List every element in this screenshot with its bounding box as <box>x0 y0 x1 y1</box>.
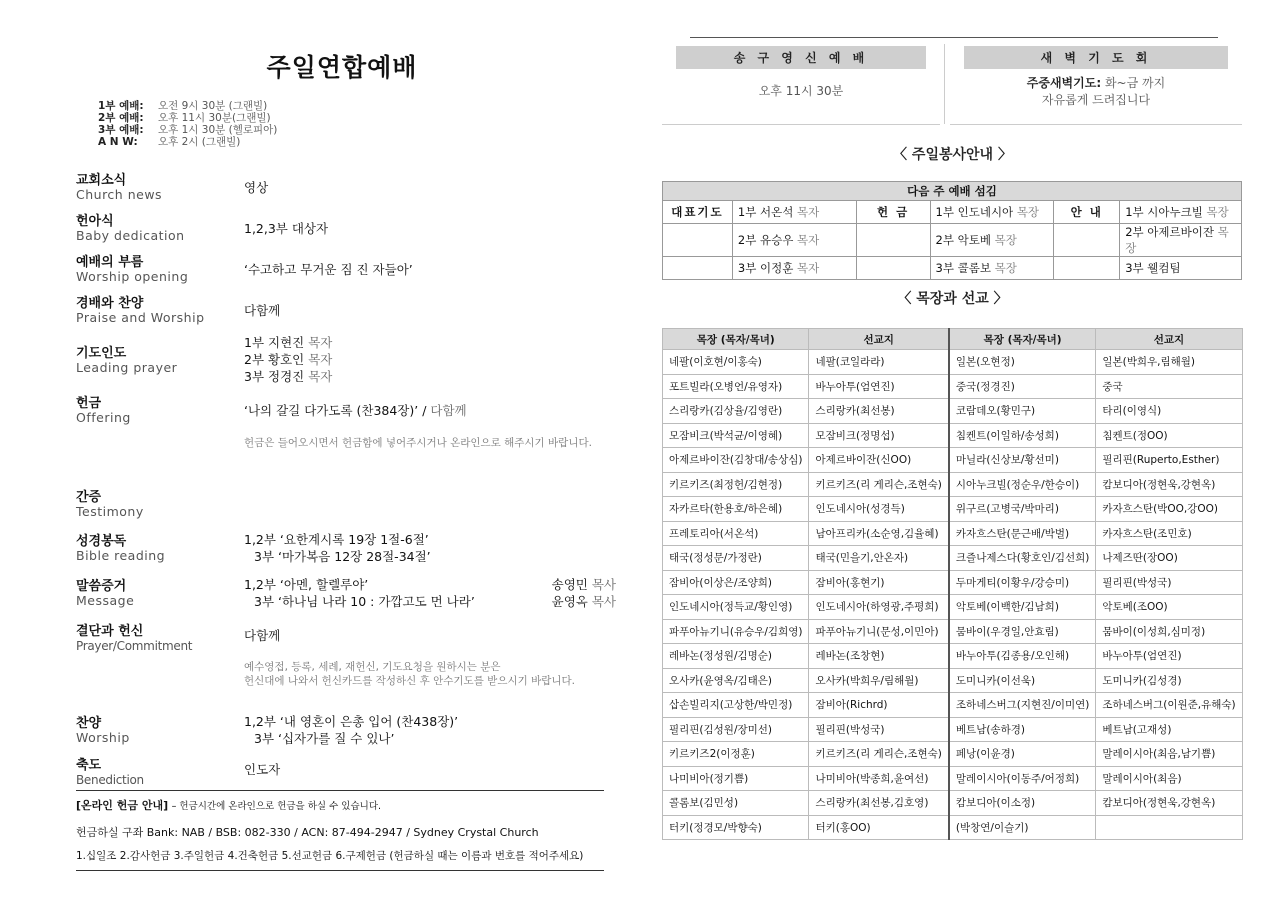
cell-mission: 악토베(조OO) <box>1096 595 1242 620</box>
cell-group: 바누아투(김종용/오인해) <box>949 644 1096 669</box>
table-row <box>663 521 1243 546</box>
table-row <box>663 742 1243 767</box>
cell-group: 프레토리아(서온석) <box>663 521 809 546</box>
cell-group: 크즐나제스다(황호인/김선희) <box>949 546 1096 571</box>
table-row <box>663 791 1243 816</box>
cell-mission: 말레이시아(최음,남기쁨) <box>1096 742 1242 767</box>
message-speakers: 송영민 목사 윤영옥 목사 <box>551 577 616 609</box>
cell-mission: 스리랑카(최선봉,김호영) <box>809 791 949 816</box>
cell-mission: 파푸아뉴기니(문성,이민아) <box>809 619 949 644</box>
cell-group: 페낭(이윤경) <box>949 742 1096 767</box>
cell-group: 잠비아(이상은/조양희) <box>663 570 809 595</box>
cell-mission: 태국(민을기,안온자) <box>809 546 949 571</box>
baby-dedication-section: 헌아식 Baby dedication 1,2,3부 대상자 <box>76 214 329 243</box>
cell-group: 두마게티(이황우/강승미) <box>949 570 1096 595</box>
commitment-note: 예수영접, 등록, 세례, 재헌신, 기도요청을 원하시는 분은 헌신대에 나와서 헌신카드를 작성하신 후 안수기도를 받으시기 바랍니다. <box>244 661 575 687</box>
mission-table <box>662 328 1243 840</box>
bank-account: 헌금하실 구좌 Bank: NAB / BSB: 082-330 / ACN: 87-494-2947 / Sydney Crystal Church <box>76 826 539 839</box>
cell-mission: 아제르바이잔(신OO) <box>809 448 949 473</box>
cell-mission: 말레이시아(최음) <box>1096 766 1242 791</box>
service-schedule-table <box>662 181 1242 280</box>
cell-mission: 캄보디아(정현욱,강현옥) <box>1096 472 1242 497</box>
cell-group: 삽손빌리지(고상한/박민정) <box>663 693 809 718</box>
table-row <box>663 644 1243 669</box>
cell-group: 침켄트(이일하/송성희) <box>949 423 1096 448</box>
table-row <box>663 595 1243 620</box>
cell-mission: 터키(홍OO) <box>809 815 949 840</box>
cell-mission <box>1096 815 1242 840</box>
cell-group: 아제르바이잔(김창대/송상심) <box>663 448 809 473</box>
cell-group: 시아누크빌(정순우/한승이) <box>949 472 1096 497</box>
table-row <box>663 693 1243 718</box>
cell-mission: 중국 <box>1096 374 1242 399</box>
table-row <box>663 546 1243 571</box>
church-news-section: 교회소식 Church news 영상 <box>76 173 269 202</box>
divider <box>76 870 604 871</box>
cell-group: 마닐라(신상보/황선미) <box>949 448 1096 473</box>
cell-mission: 뭄바이(이성희,심미정) <box>1096 619 1242 644</box>
cell-group: 스리랑카(김상율/김영란) <box>663 399 809 424</box>
table-row <box>663 815 1243 840</box>
cell-mission: 바누아투(엄연진) <box>1096 644 1242 669</box>
table-row <box>663 399 1243 424</box>
cell-mission: 도미니카(김성경) <box>1096 668 1242 693</box>
cell-group: 네팔(이호현/이홍숙) <box>663 350 809 375</box>
benediction-section: 축도 Benediction 인도자 <box>76 758 281 787</box>
online-offering-notice: [온라인 헌금 안내] – 헌금시간에 온라인으로 헌금을 하실 수 있습니다. <box>76 799 382 812</box>
cell-mission: 나미비아(박종희,윤여선) <box>809 766 949 791</box>
message-section: 말씀증거 Message 1,2부 ‘아멘, 할렐루야’ 3부 ‘하나님 나라 10 : 가깝고도 먼 나라’ 송영민 목사 윤영옥 목사 <box>76 577 616 609</box>
cell-group: 악토베(이백한/김남희) <box>949 595 1096 620</box>
service-times <box>98 100 277 148</box>
cell-group: 조하네스버그(지현진/이미연) <box>949 693 1096 718</box>
cell-mission: 인도네시아(하영광,주평희) <box>809 595 949 620</box>
table-row: 대표기도 1부 서온석 목자 헌 금 1부 인도네시아 목장 안 내 1부 시아누크빌 목장 <box>663 201 1242 224</box>
cell-group: 파푸아뉴기니(유승우/김희영) <box>663 619 809 644</box>
cell-group: 말레이시아(이동주/어정희) <box>949 766 1096 791</box>
service-time-row: 2부 예배: 오후 11시 30분(그랜빌) <box>98 112 271 124</box>
cell-group: 베트남(송하경) <box>949 717 1096 742</box>
divider <box>944 44 945 124</box>
service-caption: 다음 주 예배 섬김 <box>663 182 1242 201</box>
announcements-page <box>660 40 1245 880</box>
cell-group: (박창연/이슬기) <box>949 815 1096 840</box>
divider <box>690 37 1218 38</box>
offering-types: 1.십일조 2.감사헌금 3.주일헌금 4.건축헌금 5.선교헌금 6.구제헌금 (헌금하실 때는 이름과 번호를 적어주세요) <box>76 850 584 862</box>
cell-group: 자카르타(한용호/하은혜) <box>663 497 809 522</box>
commitment-section: 결단과 헌신 Prayer/Commitment 다함께 예수영접, 등록, 세례, 재헌신, 기도요청을 원하시는 분은 헌신대에 나와서 헌신카드를 작성하신 후 안수기도를 받으시기 바랍니다. <box>76 624 575 687</box>
table-row <box>663 374 1243 399</box>
cell-mission: 베트남(고재성) <box>1096 717 1242 742</box>
dawn-prayer-box: 새 벽 기 도 회 주중새벽기도: 화~금 까지 자유롭게 드려집니다 <box>950 44 1242 125</box>
cell-mission: 레바논(조창현) <box>809 644 949 669</box>
cell-mission: 키르키즈(리 게리슨,조현숙) <box>809 742 949 767</box>
table-row <box>663 570 1243 595</box>
worship-order-page <box>62 40 622 880</box>
service-time-row: A N W: 오후 2시 (그랜빌) <box>98 136 241 148</box>
cell-group: 키르키즈2(이정훈) <box>663 742 809 767</box>
cell-mission: 잠비아(Richrd) <box>809 693 949 718</box>
cell-group: 포트빌라(오병언/유영자) <box>663 374 809 399</box>
cell-group: 일본(오현정) <box>949 350 1096 375</box>
cell-group: 중국(정경진) <box>949 374 1096 399</box>
cell-group: 나미비아(정기쁨) <box>663 766 809 791</box>
cell-mission: 캄보디아(정현욱,강현옥) <box>1096 791 1242 816</box>
cell-group: 키르키즈(최정헌/김현정) <box>663 472 809 497</box>
cell-group: 코람데오(황민구) <box>949 399 1096 424</box>
table-row <box>663 350 1243 375</box>
cell-mission: 오사카(박희우/림해월) <box>809 668 949 693</box>
leading-prayer-section: 기도인도 Leading prayer 1부 지현진 목자 2부 황호인 목자 3부 정경진 목자 <box>76 335 333 384</box>
cell-group: 오사카(윤영옥/김태은) <box>663 668 809 693</box>
table-row <box>663 448 1243 473</box>
cell-mission: 필리핀(박성국) <box>809 717 949 742</box>
cell-mission: 네팔(코일라라) <box>809 350 949 375</box>
cell-mission: 스리랑카(최선봉) <box>809 399 949 424</box>
table-row <box>663 717 1243 742</box>
cell-mission: 인도네시아(성경득) <box>809 497 949 522</box>
cell-mission: 필리핀(박성국) <box>1096 570 1242 595</box>
table-row <box>663 472 1243 497</box>
cell-mission: 필리핀(Ruperto,Esther) <box>1096 448 1242 473</box>
cell-mission: 바누아투(엄연진) <box>809 374 949 399</box>
testimony-section: 간증 Testimony <box>76 490 144 519</box>
cell-mission: 타리(이영식) <box>1096 399 1242 424</box>
cell-mission: 카자흐스탄(조민호) <box>1096 521 1242 546</box>
bible-reading-section: 성경봉독 Bible reading 1,2부 ‘요한계시록 19장 1절-6절’ 3부 ‘마가복음 12장 28절-34절’ <box>76 532 431 564</box>
service-time-row: 1부 예배: 오전 9시 30분 (그랜빌) <box>98 100 268 112</box>
prayer-leaders: 1부 지현진 목자 2부 황호인 목자 3부 정경진 목자 <box>244 335 333 384</box>
cell-mission: 일본(박희우,림해월) <box>1096 350 1242 375</box>
table-row <box>663 766 1243 791</box>
cell-group: 카자흐스탄(문근배/박벌) <box>949 521 1096 546</box>
table-row <box>663 497 1243 522</box>
worship-opening-section: 예배의 부름 Worship opening ‘수고하고 무거운 짐 진 자들아’ <box>76 255 413 284</box>
cell-mission: 남아프리카(소순영,김율혜) <box>809 521 949 546</box>
cell-group: 위구르(고병국/박마리) <box>949 497 1096 522</box>
cell-mission: 카자흐스탄(박OO,강OO) <box>1096 497 1242 522</box>
table-row: 3부 이정훈 목자 3부 콜롬보 목장 3부 웰컴팀 <box>663 257 1242 280</box>
cell-group: 콜롬보(김민성) <box>663 791 809 816</box>
cell-group: 도미니카(이선욱) <box>949 668 1096 693</box>
cell-group: 터키(정경모/박향숙) <box>663 815 809 840</box>
cell-mission: 잠비아(홍현기) <box>809 570 949 595</box>
cell-mission: 모잠비크(정명섭) <box>809 423 949 448</box>
cell-mission: 나제즈딴(장OO) <box>1096 546 1242 571</box>
cell-group: 모잠비크(박석균/이영혜) <box>663 423 809 448</box>
offering-note: 헌금은 들어오시면서 헌금함에 넣어주시거나 온라인으로 해주시기 바랍니다. <box>244 437 592 449</box>
divider <box>76 790 604 791</box>
cell-group: 레바논(정성원/김명순) <box>663 644 809 669</box>
cell-group: 태국(정성문/가정란) <box>663 546 809 571</box>
table-header-row: 목장 (목자/목녀) 선교지 목장 (목자/목녀) 선교지 <box>663 329 1243 350</box>
cell-group: 캄보디아(이소정) <box>949 791 1096 816</box>
table-row: 2부 유승우 목자 2부 악토베 목장 2부 아제르바이잔 목장 <box>663 224 1242 257</box>
new-year-service-box: 송 구 영 신 예 배 오후 11시 30분 <box>662 44 940 125</box>
cell-group: 인도네시아(정득교/황인영) <box>663 595 809 620</box>
table-row <box>663 619 1243 644</box>
mission-title: 〈 목장과 선교 〉 <box>897 291 1008 307</box>
cell-mission: 침켄트(정OO) <box>1096 423 1242 448</box>
service-guide-title: 〈 주일봉사안내 〉 <box>893 147 1012 163</box>
cell-mission: 키르키즈(리 게리슨,조현숙) <box>809 472 949 497</box>
table-row <box>663 423 1243 448</box>
worship-section: 찬양 Worship 1,2부 ‘내 영혼이 은총 입어 (찬438장)’ 3부 ‘십자가를 질 수 있나’ <box>76 714 459 746</box>
cell-group: 필리핀(김성원/장미선) <box>663 717 809 742</box>
table-row <box>663 668 1243 693</box>
cell-mission: 조하네스버그(이원준,유해숙) <box>1096 693 1242 718</box>
praise-section: 경배와 찬양 Praise and Worship 다함께 <box>76 296 281 325</box>
cell-group: 뭄바이(우경일,안효림) <box>949 619 1096 644</box>
service-time-row: 3부 예배: 오후 1시 30분 (헬로피아) <box>98 124 278 136</box>
offering-section: 헌금 Offering ‘나의 갈길 다가도록 (찬384장)’ / 다함께 헌금은 들어오시면서 헌금함에 넣어주시거나 온라인으로 해주시기 바랍니다. <box>76 396 592 449</box>
page-title: 주일연합예배 <box>266 53 418 82</box>
